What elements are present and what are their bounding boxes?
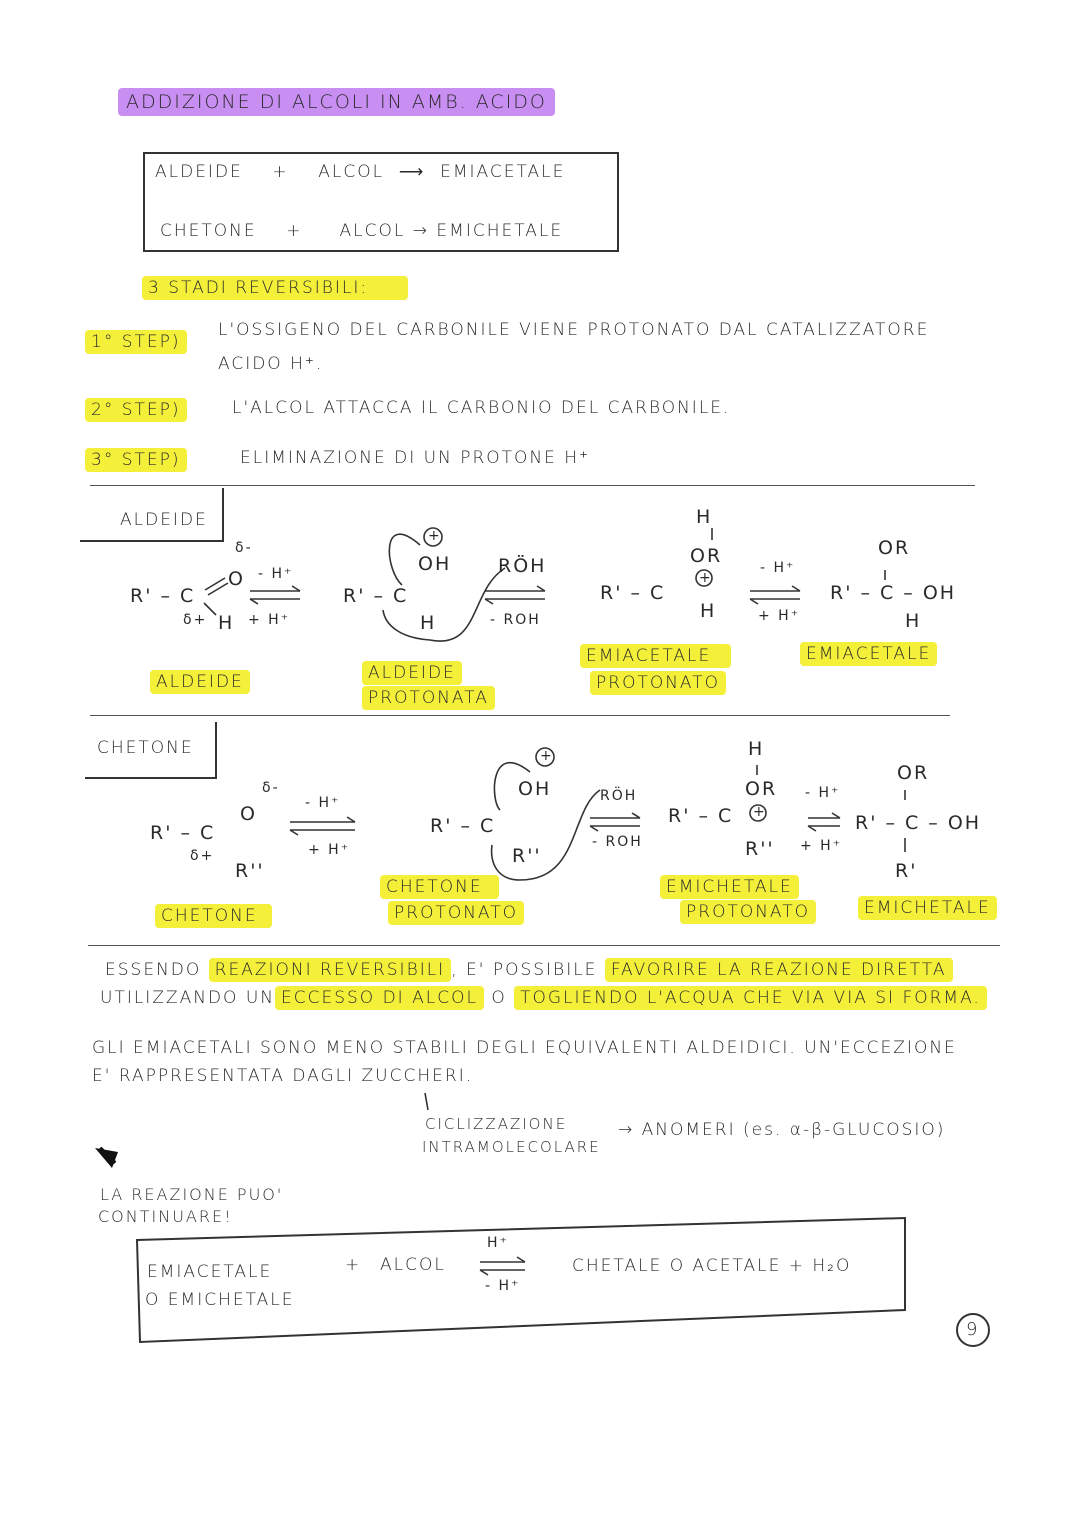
eq2-top: RÖH: [600, 788, 638, 804]
delta-minus: δ-: [235, 540, 253, 556]
label-protonated-hemiketal-2: PROTONATO: [680, 902, 816, 922]
eq1-top: - H⁺: [258, 566, 294, 582]
final-eq-top: H⁺: [487, 1235, 509, 1251]
arrow-icon: [95, 1148, 118, 1168]
hemiacetal-h: H: [700, 600, 717, 622]
page-number: 9: [966, 1319, 978, 1340]
hemiacetal-protonated-rc: R' – C: [600, 582, 666, 604]
eq2-bottom: - ROH: [490, 612, 541, 628]
hemiketal-final-r: R': [895, 860, 918, 882]
final-plus: +: [345, 1255, 362, 1275]
plus-charge: +: [428, 528, 442, 544]
hemiacetal-final-rc: R' – C – OH: [830, 582, 957, 604]
paragraph-2-line-1: GLI EMIACETALI SONO MENO STABILI DEGLI EQUIVALENTI ALDEIDICI. UN'ECCEZIONE: [92, 1038, 957, 1058]
branch-result: → ANOMERI (es. α-β-GLUCOSIO): [618, 1120, 946, 1140]
ketone-o: O: [240, 803, 257, 825]
ketone-r: R'': [235, 860, 265, 882]
protonated-aldehyde-rc: R' – C: [343, 585, 409, 607]
step-1: 1° STEP): [85, 332, 187, 352]
delta-plus: δ+: [190, 848, 215, 864]
label-hemiketal: EMICHETALE: [858, 898, 997, 918]
divider: [88, 945, 1000, 946]
final-eq-bottom: - H⁺: [485, 1278, 521, 1294]
eq3-bottom: + H⁺: [758, 608, 801, 624]
hemiacetal-final-h: H: [905, 610, 922, 632]
protonated-ketone-oh: OH: [518, 778, 552, 800]
ketone-rc: R' – C: [150, 822, 216, 844]
eq1-top: - H⁺: [305, 795, 341, 811]
hemiacetal-final-or: OR: [878, 537, 911, 559]
plus-charge: +: [540, 748, 554, 764]
step-2-text: L'ALCOL ATTACCA IL CARBONIO DEL CARBONILE.: [232, 398, 731, 418]
continue-note-2: CONTINUARE!: [98, 1207, 233, 1226]
hemiketal-h-top: H: [748, 738, 765, 760]
aldehyde-header: ALDEIDE: [120, 510, 208, 530]
stages-heading: 3 STADI REVERSIBILI:: [142, 278, 408, 298]
step-1-text: L'OSSIGENO DEL CARBONILE VIENE PROTONATO DAL CATALIZZATORE: [218, 320, 930, 340]
final-reactant-1b: O EMICHETALE: [145, 1290, 295, 1310]
delta-minus: δ-: [262, 780, 280, 796]
eq3-bottom: + H⁺: [800, 838, 843, 854]
step-1-text-2: ACIDO H⁺.: [218, 354, 324, 374]
ketone-header: CHETONE: [97, 738, 194, 758]
summary-line-2: CHETONE + ALCOL → EMICHETALE: [160, 221, 564, 241]
paragraph-1-line-2: UTILIZZANDO UN ECCESSO DI ALCOL O TOGLIENDO L'ACQUA CHE VIA VIA SI FORMA.: [100, 988, 987, 1008]
aldehyde-rc: R' – C: [130, 585, 196, 607]
hemiketal-protonated-rc: R' – C: [668, 805, 734, 827]
delta-plus: δ+: [183, 612, 208, 628]
paragraph-1-line-1: ESSENDO REAZIONI REVERSIBILI , E' POSSIBILE FAVORIRE LA REAZIONE DIRETTA: [105, 960, 953, 980]
label-protonated-hemiketal: EMICHETALE: [660, 877, 799, 897]
protonated-aldehyde-oh: OH: [418, 553, 452, 575]
eq2-bottom: - ROH: [592, 834, 643, 850]
final-product: CHETALE O ACETALE + H₂O: [572, 1256, 852, 1276]
label-protonated-aldehyde-2: PROTONATA: [362, 688, 495, 708]
protonated-ketone-r: R'': [512, 845, 542, 867]
paragraph-2-line-2: E' RAPPRESENTATA DAGLI ZUCCHERI.: [92, 1066, 474, 1086]
label-ketone: CHETONE: [155, 906, 272, 926]
summary-line-1: ALDEIDE + ALCOL ⟶ EMIACETALE: [155, 162, 566, 182]
protonated-aldehyde-h: H: [420, 612, 437, 634]
divider: [90, 715, 950, 716]
label-protonated-aldehyde: ALDEIDE: [362, 663, 462, 683]
aldehyde-o: O: [228, 568, 245, 590]
divider: [90, 485, 975, 486]
label-protonated-hemiacetal-2: PROTONATO: [590, 673, 726, 693]
hemiacetal-or: OR: [690, 545, 723, 567]
protonated-ketone-rc: R' – C: [430, 815, 496, 837]
hemiketal-r: R'': [745, 838, 775, 860]
hemiacetal-h-top: H: [696, 506, 713, 528]
final-reactant-1: EMIACETALE: [147, 1262, 273, 1282]
label-protonated-ketone: CHETONE: [380, 877, 499, 897]
label-aldehyde: ALDEIDE: [150, 672, 250, 692]
plus-charge: +: [753, 804, 767, 820]
eq2-top: RÖH: [498, 555, 547, 577]
step-3: 3° STEP): [85, 450, 187, 470]
final-reactant-2: ALCOL: [380, 1255, 446, 1275]
branch-a: CICLIZZAZIONE: [425, 1115, 568, 1133]
hemiketal-final-or: OR: [897, 762, 930, 784]
label-protonated-ketone-2: PROTONATO: [388, 903, 524, 923]
aldehyde-h: H: [218, 612, 235, 634]
branch-b: INTRAMOLECOLARE: [422, 1138, 601, 1156]
step-3-text: ELIMINAZIONE DI UN PROTONE H⁺: [240, 448, 591, 468]
step-2: 2° STEP): [85, 400, 187, 420]
hemiketal-final-rc: R' – C – OH: [855, 812, 982, 834]
continue-note-1: LA REAZIONE PUO': [100, 1185, 284, 1204]
eq1-bottom: + H⁺: [308, 842, 351, 858]
eq3-top: - H⁺: [760, 560, 796, 576]
eq1-bottom: + H⁺: [248, 612, 291, 628]
hemiketal-or: OR: [745, 778, 778, 800]
label-hemiacetal: EMIACETALE: [800, 644, 937, 664]
label-protonated-hemiacetal: EMIACETALE: [580, 646, 731, 666]
page-title: ADDIZIONE DI ALCOLI IN AMB. ACIDO: [118, 91, 555, 113]
eq3-top: - H⁺: [805, 785, 841, 801]
plus-charge: +: [699, 570, 713, 586]
